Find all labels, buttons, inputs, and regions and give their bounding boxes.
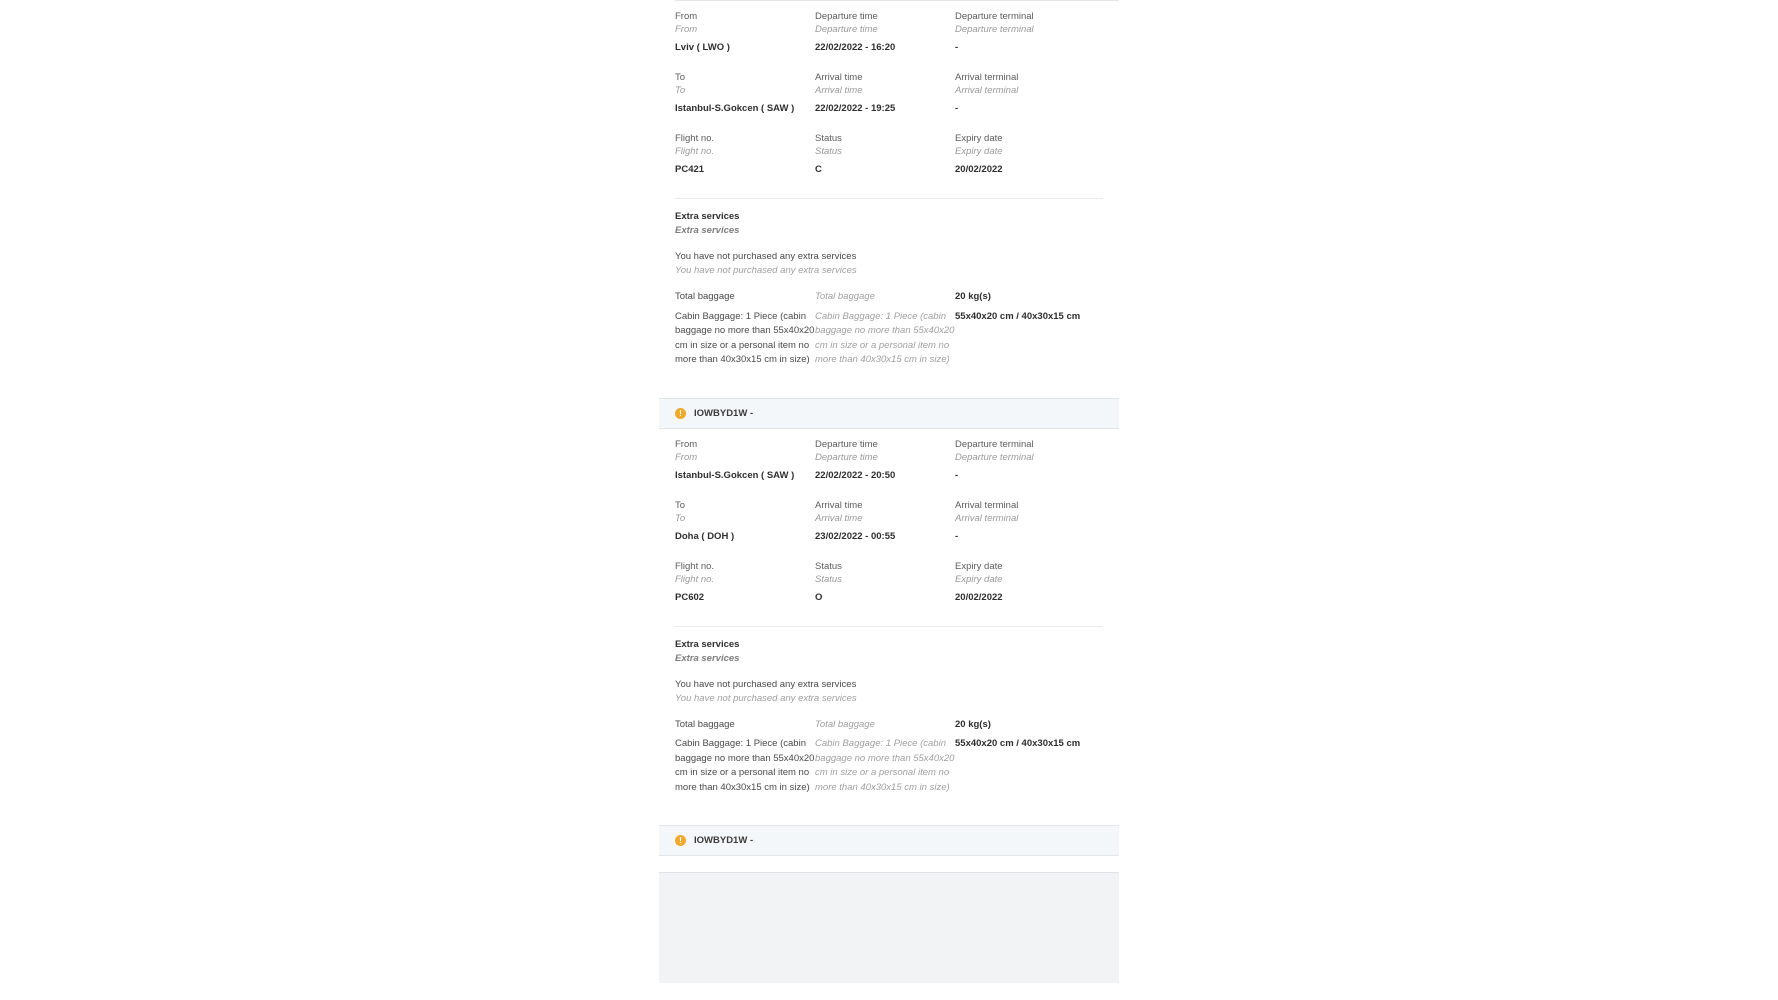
flight-segment bbox=[659, 429, 1119, 810]
arrival-time-label: Arrival time bbox=[815, 72, 863, 83]
departure-terminal-label: Departure terminal bbox=[955, 11, 1034, 22]
no-extra-services-text: You have not purchased any extra services bbox=[675, 251, 857, 262]
warning-icon: ! bbox=[675, 835, 686, 846]
to-value: Doha ( DOH ) bbox=[675, 530, 735, 542]
flight-no-value: PC602 bbox=[675, 591, 705, 603]
expiry-date-value: 20/02/2022 bbox=[955, 591, 1003, 603]
warning-icon: ! bbox=[675, 408, 686, 419]
extra-services-title-translated: Extra services bbox=[675, 225, 740, 236]
pnr-header-bar[interactable] bbox=[659, 825, 1119, 856]
arrival-time-value: 22/02/2022 - 19:25 bbox=[815, 103, 896, 114]
segment-arrival-row bbox=[659, 490, 1119, 551]
arrival-time-cell bbox=[815, 71, 955, 116]
expiry-date-label: Expiry date bbox=[955, 133, 1003, 144]
to-cell bbox=[675, 499, 815, 544]
extra-services-note bbox=[659, 238, 1119, 278]
to-label-translated: To bbox=[675, 85, 686, 96]
arrival-terminal-label: Arrival terminal bbox=[955, 499, 1019, 511]
departure-terminal-label-translated: Departure terminal bbox=[955, 24, 1034, 35]
cabin-baggage-label: Cabin Baggage: 1 Piece (cabin baggage no more than 55x40x20 cm in size or a personal item no more than 40x30x15 cm in size) bbox=[675, 738, 815, 793]
baggage-label-translated-cell bbox=[815, 718, 955, 796]
total-baggage-value: 20 kg(s) bbox=[955, 718, 991, 730]
to-label-translated: To bbox=[675, 512, 686, 524]
arrival-time-label-translated: Arrival time bbox=[815, 85, 863, 96]
arrival-terminal-cell bbox=[955, 499, 1119, 544]
arrival-terminal-value: - bbox=[955, 530, 959, 542]
expiry-date-label-translated: Expiry date bbox=[955, 573, 1003, 585]
segment-flight-row bbox=[659, 551, 1119, 612]
status-value: C bbox=[815, 164, 822, 175]
flight-no-label: Flight no. bbox=[675, 133, 715, 144]
expiry-date-cell bbox=[955, 132, 1119, 177]
extra-services-header bbox=[659, 199, 1119, 238]
departure-time-value: 22/02/2022 - 16:20 bbox=[815, 42, 896, 53]
baggage-label-cell bbox=[675, 290, 815, 368]
status-cell bbox=[815, 560, 955, 605]
departure-terminal-value: - bbox=[955, 469, 959, 481]
arrival-time-label: Arrival time bbox=[815, 499, 863, 511]
segment-departure-row bbox=[659, 1, 1119, 62]
flight-no-label-translated: Flight no. bbox=[675, 146, 715, 157]
flight-no-label: Flight no. bbox=[675, 560, 715, 572]
bottom-placeholder-panel bbox=[659, 872, 1119, 983]
total-baggage-label: Total baggage bbox=[675, 291, 735, 302]
from-label-translated: From bbox=[675, 24, 698, 35]
to-value: Istanbul-S.Gokcen ( SAW ) bbox=[675, 103, 795, 114]
total-baggage-value: 20 kg(s) bbox=[955, 291, 991, 302]
departure-time-label: Departure time bbox=[815, 438, 878, 450]
arrival-terminal-label-translated: Arrival terminal bbox=[955, 85, 1019, 96]
baggage-value-cell bbox=[955, 718, 1119, 796]
flight-no-cell bbox=[675, 132, 815, 177]
arrival-time-cell bbox=[815, 499, 955, 544]
departure-terminal-label: Departure terminal bbox=[955, 438, 1034, 450]
expiry-date-cell bbox=[955, 560, 1119, 605]
departure-terminal-value: - bbox=[955, 42, 959, 53]
segment-departure-row bbox=[659, 429, 1119, 490]
baggage-grid bbox=[659, 278, 1119, 382]
status-label-translated: Status bbox=[815, 146, 842, 157]
arrival-time-value: 23/02/2022 - 00:55 bbox=[815, 530, 896, 542]
total-baggage-label-translated: Total baggage bbox=[815, 291, 875, 302]
pnr-code-label: IOWBYD1W - bbox=[694, 835, 754, 846]
flight-no-value: PC421 bbox=[675, 164, 705, 175]
from-label: From bbox=[675, 11, 698, 22]
extra-services-header bbox=[659, 627, 1119, 666]
status-label-translated: Status bbox=[815, 573, 842, 585]
no-extra-services-text-translated: You have not purchased any extra services bbox=[675, 265, 857, 276]
total-baggage-label-translated: Total baggage bbox=[815, 718, 875, 730]
flight-segment bbox=[659, 0, 1119, 382]
departure-time-value: 22/02/2022 - 20:50 bbox=[815, 469, 896, 481]
pnr-code-label: IOWBYD1W - bbox=[694, 407, 754, 419]
arrival-terminal-cell bbox=[955, 71, 1119, 116]
pnr-header-bar[interactable] bbox=[659, 398, 1119, 429]
total-baggage-label: Total baggage bbox=[675, 718, 735, 730]
cabin-baggage-label: Cabin Baggage: 1 Piece (cabin baggage no more than 55x40x20 cm in size or a personal item no more than 40x30x15 cm in size) bbox=[675, 310, 815, 365]
from-cell bbox=[675, 10, 815, 55]
baggage-value-cell bbox=[955, 290, 1119, 368]
extra-services-title-translated: Extra services bbox=[675, 652, 740, 664]
no-extra-services-text-translated: You have not purchased any extra services bbox=[675, 692, 857, 704]
segment-arrival-row bbox=[659, 62, 1119, 123]
expiry-date-label-translated: Expiry date bbox=[955, 146, 1003, 157]
departure-terminal-cell bbox=[955, 10, 1119, 55]
status-label: Status bbox=[815, 133, 842, 144]
from-value: Istanbul-S.Gokcen ( SAW ) bbox=[675, 469, 795, 481]
departure-time-label: Departure time bbox=[815, 11, 878, 22]
extra-services-title: Extra services bbox=[675, 638, 740, 650]
cabin-baggage-label-translated: Cabin Baggage: 1 Piece (cabin baggage no more than 55x40x20 cm in size or a personal item no more than 40x30x15 cm in size) bbox=[815, 310, 955, 365]
arrival-terminal-label: Arrival terminal bbox=[955, 72, 1019, 83]
no-extra-services-text: You have not purchased any extra services bbox=[675, 678, 857, 690]
extra-services-title: Extra services bbox=[675, 211, 740, 222]
from-label-translated: From bbox=[675, 451, 698, 463]
departure-time-label-translated: Departure time bbox=[815, 451, 878, 463]
departure-terminal-cell bbox=[955, 438, 1119, 483]
status-label: Status bbox=[815, 560, 842, 572]
expiry-date-value: 20/02/2022 bbox=[955, 164, 1003, 175]
status-value: O bbox=[815, 591, 823, 603]
departure-time-cell bbox=[815, 10, 955, 55]
to-label: To bbox=[675, 499, 686, 511]
departure-time-label-translated: Departure time bbox=[815, 24, 878, 35]
baggage-grid bbox=[659, 706, 1119, 810]
cabin-baggage-value: 55x40x20 cm / 40x30x15 cm bbox=[955, 738, 1081, 749]
booking-details-column bbox=[659, 0, 1119, 983]
arrival-terminal-value: - bbox=[955, 103, 959, 114]
departure-terminal-label-translated: Departure terminal bbox=[955, 451, 1034, 463]
baggage-label-cell bbox=[675, 718, 815, 796]
segment-flight-row bbox=[659, 123, 1119, 184]
arrival-terminal-label-translated: Arrival terminal bbox=[955, 512, 1019, 524]
to-label: To bbox=[675, 72, 686, 83]
flight-no-cell bbox=[675, 560, 815, 605]
arrival-time-label-translated: Arrival time bbox=[815, 512, 863, 524]
departure-time-cell bbox=[815, 438, 955, 483]
baggage-label-translated-cell bbox=[815, 290, 955, 368]
from-value: Lviv ( LWO ) bbox=[675, 42, 730, 53]
to-cell bbox=[675, 71, 815, 116]
status-cell bbox=[815, 132, 955, 177]
flight-no-label-translated: Flight no. bbox=[675, 573, 715, 585]
cabin-baggage-value: 55x40x20 cm / 40x30x15 cm bbox=[955, 310, 1081, 322]
cabin-baggage-label-translated: Cabin Baggage: 1 Piece (cabin baggage no more than 55x40x20 cm in size or a personal item no more than 40x30x15 cm in size) bbox=[815, 738, 955, 793]
from-cell bbox=[675, 438, 815, 483]
from-label: From bbox=[675, 438, 698, 450]
expiry-date-label: Expiry date bbox=[955, 560, 1003, 572]
extra-services-note bbox=[659, 666, 1119, 706]
